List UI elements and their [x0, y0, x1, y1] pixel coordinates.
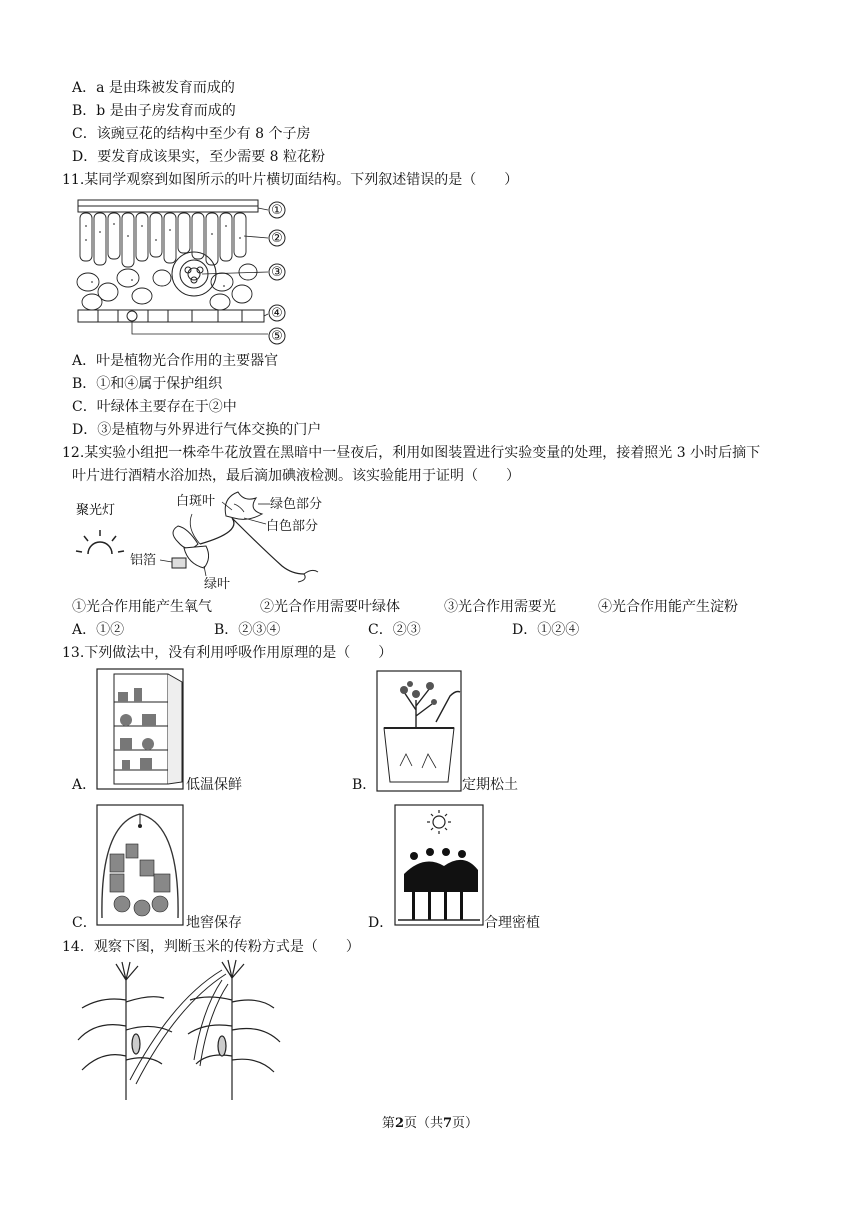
white-part-label: 白色部分 [266, 519, 319, 534]
q11-option-b: B．①和④属于保护组织 [72, 376, 223, 392]
q10-option-c: C．该豌豆花的结构中至少有 8 个子房 [72, 126, 311, 142]
cellar-storage-image [96, 804, 186, 928]
page-footer [0, 1112, 860, 1131]
q10-option-b: B．b 是由子房发育而成的 [72, 103, 236, 119]
refrigerator-image [96, 668, 186, 792]
leaf-label-1: ① [271, 203, 283, 218]
dense-planting-image [394, 804, 484, 928]
footer-prefix: 第 [381, 1116, 395, 1131]
q12-option-c: C．②③ [368, 622, 421, 638]
q13-option-b-letter: B． [352, 777, 377, 793]
q10-option-d: D．要发育成该果实，至少需要 8 粒花粉 [72, 149, 326, 165]
loosening-soil-image [376, 670, 462, 792]
q13-option-d-letter: D． [368, 915, 394, 931]
footer-total-pages: 7 [443, 1116, 453, 1131]
footer-page-number: 2 [394, 1116, 404, 1131]
q14-stem: 14．观察下图，判断玉米的传粉方式是（ ） [62, 939, 360, 955]
sun-icon [76, 530, 124, 554]
footer-mid: 页（共 [403, 1116, 443, 1131]
lamp-label: 聚光灯 [76, 503, 116, 518]
leaf-experiment-figure [72, 488, 362, 592]
green-leaf-label: 绿叶 [204, 577, 231, 592]
q12-option-b: B．②③④ [214, 622, 281, 638]
q12-option-d: D．①②④ [512, 622, 580, 638]
green-part-label: 绿色部分 [270, 497, 323, 512]
q11-option-d: D．③是植物与外界进行气体交换的门户 [72, 422, 322, 438]
q13-option-c-letter: C． [72, 915, 97, 931]
q11-stem: 11.某同学观察到如图所示的叶片横切面结构。下列叙述错误的是（ ） [62, 172, 519, 188]
q12-option-a: A．①② [72, 622, 125, 638]
q10-option-a: A．a 是由珠被发育而成的 [72, 80, 235, 96]
q12-stem-line2: 叶片进行酒精水浴加热，最后滴加碘液检测。该实验能用于证明（ ） [72, 468, 520, 484]
corn-pollination-image [72, 960, 282, 1104]
q12-statement-3: ③光合作用需要光 [444, 599, 556, 615]
q13-option-d-caption: 合理密植 [484, 915, 540, 931]
foil-label: 铝箔 [130, 553, 157, 568]
footer-suffix: 页） [452, 1116, 479, 1131]
q13-option-c-caption: 地窖保存 [186, 915, 242, 931]
q13-option-a-letter: A． [72, 777, 97, 793]
q11-option-a: A．叶是植物光合作用的主要器官 [72, 353, 279, 369]
q11-option-c: C．叶绿体主要存在于②中 [72, 399, 237, 415]
spotted-leaf-label: 白斑叶 [176, 494, 216, 509]
q13-option-a-caption: 低温保鲜 [186, 777, 242, 793]
q12-stem-line1: 12.某实验小组把一株牵牛花放置在黑暗中一昼夜后，利用如图装置进行实验变量的处理，接着照光 3 小时后摘下 [62, 445, 761, 461]
leaf-cross-section-figure [72, 196, 292, 346]
q13-stem: 13.下列做法中，没有利用呼吸作用原理的是（ ） [62, 645, 393, 661]
q12-statement-2: ②光合作用需要叶绿体 [260, 599, 400, 615]
q12-statement-4: ④光合作用能产生淀粉 [598, 599, 738, 615]
leaf-label-2: ② [271, 231, 283, 246]
q12-statement-1: ①光合作用能产生氧气 [72, 599, 212, 615]
leaf-label-5: ⑤ [271, 329, 283, 344]
q13-option-b-caption: 定期松土 [462, 777, 518, 793]
leaf-label-4: ④ [271, 306, 283, 321]
leaf-label-3: ③ [271, 265, 283, 280]
